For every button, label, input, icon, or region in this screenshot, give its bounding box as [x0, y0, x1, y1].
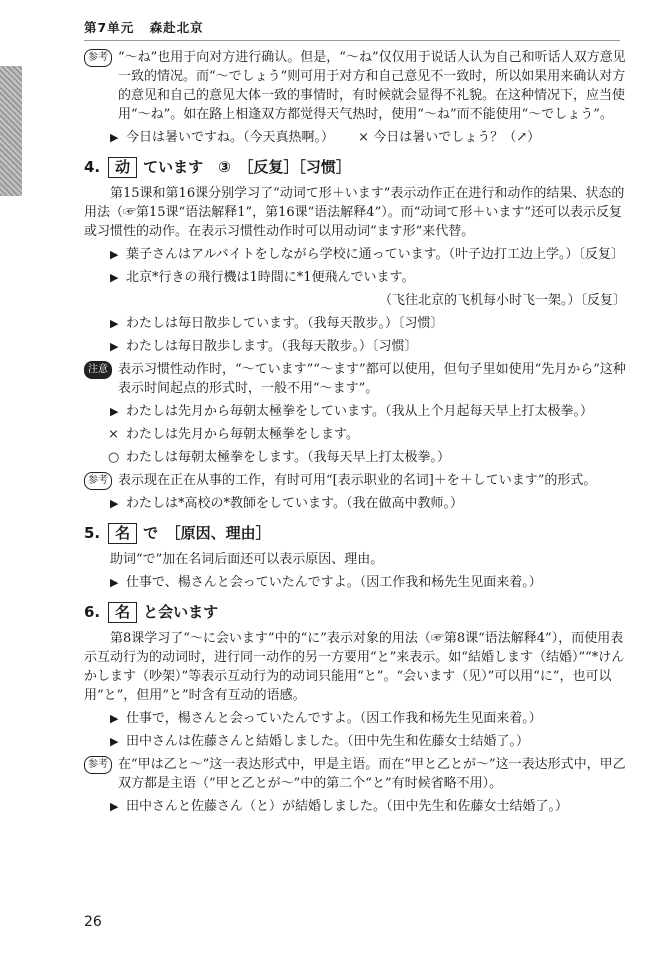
example [84, 494, 626, 513]
example-text: わたしは先月から毎朝太極拳をします。 [126, 427, 359, 442]
section-5-intro: 助词“で”加在名词后面还可以表示原因、理由。 [110, 552, 384, 567]
example [84, 573, 626, 592]
example [84, 337, 626, 356]
example-text: わたしは*高校の*教師をしています。（我在做高中教师。） [126, 496, 463, 511]
example [84, 448, 626, 467]
arrow-marker-icon: ▶ [110, 405, 119, 418]
header-rule [84, 40, 620, 41]
note-reference [84, 755, 626, 793]
note-text: “～ね”也用于向对方进行确认。但是，“～ね”仅仅用于说话人认为自己和听话人双方意见一致的情况。而“～でしょう”则可用于对方和自己意见不一致时，所以如果用来确认对方的意见和自己的意见大体一致的事情时，有时候就会显得不礼貌。在这种情况下，应当使用“～ね”。如在路上相逢双方都觉得天气热时，使用“～ね”而不能使用“～でしょう”。 [118, 50, 626, 122]
example [84, 245, 626, 264]
reference-badge: 参考 [84, 49, 112, 67]
section-title: と会います [143, 603, 219, 621]
content [84, 48, 626, 820]
caution-badge: 注意 [84, 361, 112, 379]
reference-badge: 参考 [84, 756, 112, 774]
arrow-marker-icon: ▶ [110, 497, 119, 510]
arrow-marker-icon: ▶ [110, 712, 119, 725]
arrow-marker-icon: ▶ [110, 248, 119, 261]
example [84, 797, 626, 816]
reference-badge: 参考 [84, 472, 112, 490]
arrow-marker-icon: ▶ [110, 735, 119, 748]
example [84, 402, 626, 421]
section-number: 4. [84, 158, 101, 176]
example [84, 268, 626, 287]
example-text: 葉子さんはアルバイトをしながら学校に通っています。（叶子边打工边上学。）〔反复〕 [126, 247, 625, 262]
example-ok: 今日は暑いですね。（今天真热啊。） [126, 130, 335, 145]
section-5-heading [84, 523, 626, 544]
arrow-marker-icon: ▶ [110, 340, 119, 353]
section-number: 6. [84, 603, 101, 621]
section-6-intro: 第8课学习了“～に会います”中的“に”表示对象的用法（☞第8课“语法解释4”），而使用表示互动行为的动词时，进行同一动作的另一方要用“と”来表示。如“結婚します（结婚）”“*けんかします（吵架）”等表示互动行为的动词只能用“と”。“会います（见）”可以用“に”，也可以用“と”，但用“と”时含有互动的语感。 [84, 631, 625, 703]
unit-title: 森赴北京 [149, 20, 204, 35]
pos-box: 名 [108, 523, 137, 544]
example-text: 田中さんは佐藤さんと結婚しました。（田中先生和佐藤女士结婚了。） [126, 734, 530, 749]
example-text: 仕事で，楊さんと会っていたんですよ。（因工作我和杨先生见面来着。） [126, 711, 542, 726]
note-text: 在“甲は乙と～”这一表达形式中，甲是主语。而在“甲と乙とが～”这一表达形式中，甲乙双方都是主语（“甲と乙とが～”中的第二个“と”有时候省略不用）。 [118, 757, 626, 791]
example-text: わたしは先月から毎朝太極拳をしています。（我从上个月起每天早上打太极拳。） [126, 404, 593, 419]
example-text: 北京*行きの飛行機は1時間に*1便飛んでいます。 [126, 270, 415, 285]
note-text: 表示现在正在从事的工作，有时可用“[表示职业的名词]＋を＋しています”的形式。 [118, 473, 597, 488]
example-weather [84, 128, 626, 147]
example-text: わたしは毎日散歩しています。（我每天散步。）〔习惯〕 [126, 316, 444, 331]
example-text: 田中さんと佐藤さん（と）が結婚しました。（田中先生和佐藤女士结婚了。） [126, 799, 569, 814]
example [84, 732, 626, 751]
running-head [84, 18, 214, 36]
section-number: 5. [84, 524, 101, 542]
example [84, 709, 626, 728]
arrow-marker-icon: ▶ [110, 576, 119, 589]
example [84, 314, 626, 333]
page-number: 26 [84, 914, 102, 930]
section-4-heading [84, 157, 626, 178]
section-4-intro: 第15课和第16课分别学习了“动词て形＋います”表示动作正在进行和动作的结果、状态的用法（☞第15课“语法解释1”，第16课“语法解释4”）。而“动词て形＋います”还可以表示反复或习惯性的动作。在表示习惯性动作时可以用动词“ます形”来代替。 [84, 186, 625, 239]
note-reference [84, 471, 626, 490]
section-title: ています ③ ［反复］［习惯］ [143, 158, 351, 176]
arrow-marker-icon: ▶ [110, 131, 119, 144]
pos-box: 名 [108, 602, 137, 623]
circle-marker-icon: ○ [108, 450, 120, 465]
arrow-marker-icon: ▶ [110, 800, 119, 813]
pos-box: 动 [108, 157, 137, 178]
x-marker: × [358, 130, 370, 145]
arrow-marker-icon: ▶ [110, 271, 119, 284]
example-ng: 今日は暑いでしょう？（↗） [373, 130, 541, 145]
note-reference [84, 48, 626, 124]
note-caution [84, 360, 626, 398]
example-translation: （飞往北京的飞机每小时飞一架。）〔反复〕 [378, 293, 626, 308]
note-text: 表示习惯性动作时，“～ています”“～ます”都可以使用，但句子里如使用“先月から”这种表示时间起点的形式时，一般不用“～ます”。 [118, 362, 626, 396]
side-tab-marker [0, 66, 22, 196]
section-title: で ［原因、理由］ [143, 524, 271, 542]
example-text: わたしは毎日散歩します。（我每天散步。）〔习惯〕 [126, 339, 418, 354]
example-text: 仕事で、楊さんと会っていたんですよ。（因工作我和杨先生见面来着。） [126, 575, 542, 590]
cross-marker-icon: × [108, 427, 119, 442]
unit-label: 第7单元 [84, 20, 135, 35]
example-text: わたしは毎朝太極拳をします。（我每天早上打太极拳。） [126, 450, 450, 465]
example [84, 425, 626, 444]
section-6-heading [84, 602, 626, 623]
arrow-marker-icon: ▶ [110, 317, 119, 330]
